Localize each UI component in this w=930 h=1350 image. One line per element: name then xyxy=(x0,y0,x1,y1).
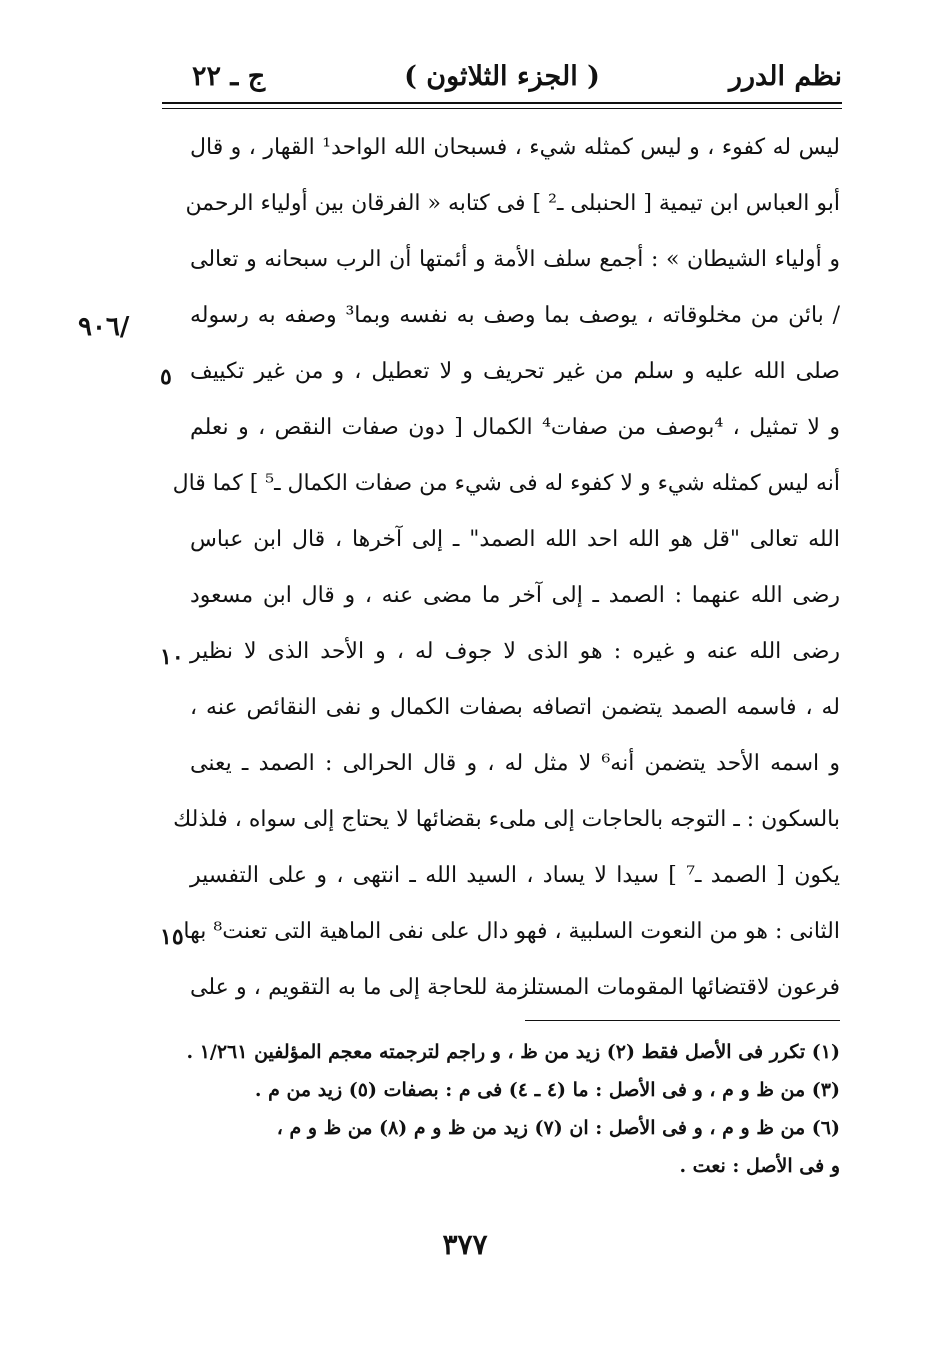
text-line: الله تعالى "قل هو الله احد الله الصمد" ـ إلى آخرها ، قال ابن عباس xyxy=(190,527,840,552)
text-line: و اسمه الأحد يتضمن أنه⁶ لا مثل له ، و قال الحرالى : الصمد ـ يعنى xyxy=(190,751,840,776)
text-line: أبو العباس ابن تيمية [ الحنبلى ـ² ] فى كتابه « الفرقان بين أولياء الرحمن xyxy=(185,191,840,216)
text-line: صلى الله عليه و سلم من غير تحريف و لا تعطيل ، و من غير تكييف xyxy=(190,359,840,384)
text-line: أنه ليس كمثله شيء و لا كفوء له فى شيء من صفات الكمال ـ⁵ ] كما قال xyxy=(172,471,840,496)
text-line: ليس له كفوء ، و ليس كمثله شيء ، فسبحان الله الواحد¹ القهار ، و قال xyxy=(190,135,840,160)
footnote-line: (١) تكرر فى الأصل فقط (٢) زيد من ظ ، و راجم لترجمته معجم المؤلفين ١/٢٦١ . xyxy=(186,1041,840,1063)
footnote-line: و فى الأصل : نعت . xyxy=(679,1155,840,1177)
header-rule-thin xyxy=(162,108,842,109)
page-number: ٣٧٧ xyxy=(442,1228,488,1261)
text-line: و أولياء الشيطان » : أجمع سلف الأمة و أئمتها أن الرب سبحانه و تعالى xyxy=(190,247,840,272)
margin-line-number-5: ٥ xyxy=(160,364,172,390)
footnotes xyxy=(186,1033,840,1185)
header-book-title: نظم الدرر xyxy=(728,61,842,92)
text-line: رضى الله عنهما : الصمد ـ إلى آخر ما مضى عنه ، و قال ابن مسعود xyxy=(190,583,840,608)
footnote-line: (٣) من ظ و م ، و فى الأصل : ما (٤ ـ ٤) فى م : بصفات (٥) زيد من م . xyxy=(254,1079,840,1101)
text-line: رضى الله عنه و غيره : هو الذى لا جوف له ، و الأحد الذى لا نظير xyxy=(190,639,840,664)
text-line: بالسكون : ـ التوجه بالحاجات إلى ملىء بقضائها لا يحتاج إلى سواه ، فلذلك xyxy=(173,807,840,832)
text-line: له ، فاسمه الصمد يتضمن اتصافه بصفات الكمال و نفى النقائص عنه ، xyxy=(190,695,840,720)
footnote-rule xyxy=(525,1020,840,1021)
header-volume-number: ج ـ ٢٢ xyxy=(192,61,266,92)
text-line: فرعون لاقتضائها المقومات المستلزمة للحاجة إلى ما به التقويم ، و على xyxy=(190,975,840,1000)
margin-folio-number: /٩٠٦ xyxy=(78,312,130,342)
margin-line-number-10: ١٠ xyxy=(160,644,184,670)
running-header xyxy=(162,55,842,103)
header-rule-thick xyxy=(162,102,842,104)
text-line: و لا تمثيل ، ⁴بوصف من صفات⁴ الكمال [ دون صفات النقص ، و نعلم xyxy=(190,415,841,440)
header-part-title: ( الجزء الثلاثون ) xyxy=(404,61,600,92)
margin-line-number-15: ١٥ xyxy=(160,924,184,950)
footnote-line: (٦) من ظ و م ، و فى الأصل : ان (٧) زيد من ظ و م (٨) من ظ و م ، xyxy=(276,1117,840,1139)
text-line: يكون [ الصمد ـ⁷ ] سيدا لا يساد ، السيد الله ـ انتهى ، و على التفسير xyxy=(190,863,840,888)
text-line: / بائن من مخلوقاته ، يوصف بما وصف به نفسه وبما³ وصفه به رسوله xyxy=(190,303,840,328)
text-line: الثانى : هو من النعوت السلبية ، فهو دال على نفى الماهية التى تعنت⁸ بها xyxy=(183,919,840,944)
